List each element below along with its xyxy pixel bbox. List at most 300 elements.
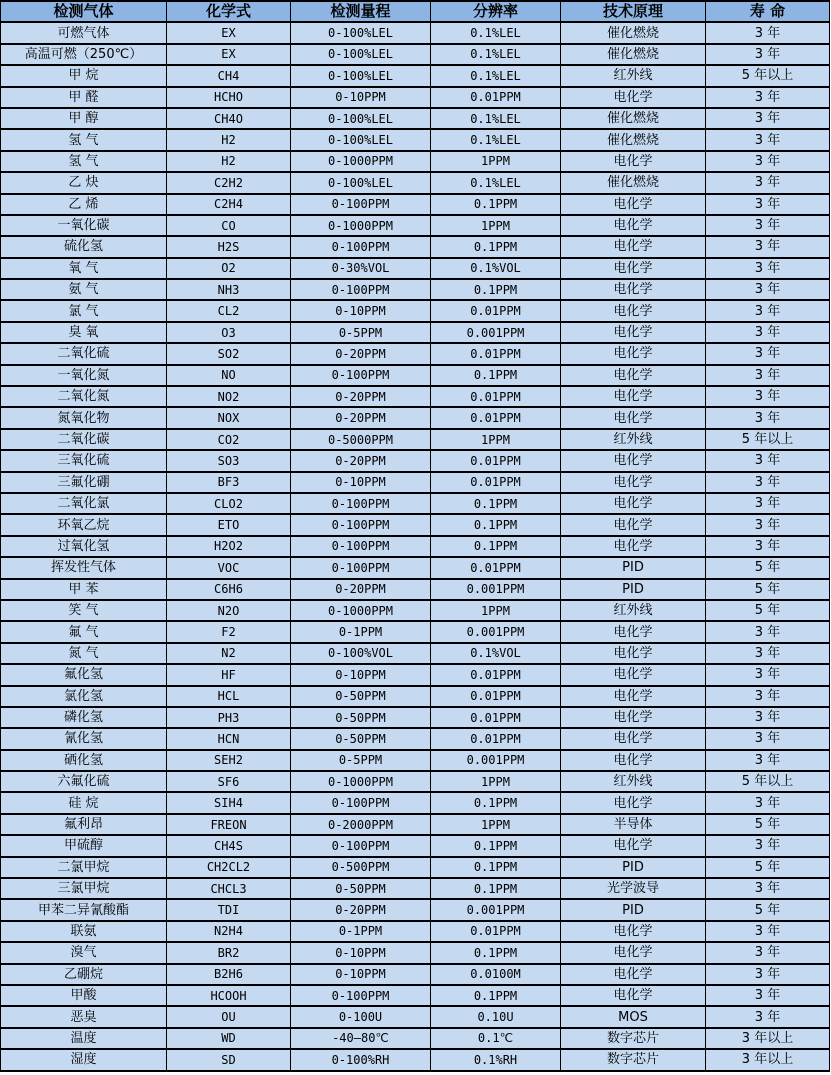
table-row (1, 964, 830, 985)
table-row (1, 514, 830, 535)
principle-cell: 催化燃烧 (561, 108, 706, 129)
resolution-cell: 0.1PPM (431, 878, 561, 899)
gas-name-cell: 氢 气 (1, 151, 167, 172)
formula-cell: NH3 (167, 279, 291, 300)
range-cell: 0-100PPM (291, 194, 431, 215)
principle-cell: 电化学 (561, 258, 706, 279)
table-row (1, 643, 830, 664)
formula-cell: HCL (167, 686, 291, 707)
range-cell: 0-100%LEL (291, 172, 431, 193)
table-row (1, 921, 830, 942)
principle-cell: 半导体 (561, 814, 706, 835)
range-cell: 0-1000PPM (291, 151, 431, 172)
range-cell: 0-100PPM (291, 536, 431, 557)
table-body (1, 22, 830, 1070)
table-row (1, 300, 830, 321)
principle-cell: 电化学 (561, 728, 706, 749)
resolution-cell: 0.1PPM (431, 279, 561, 300)
formula-cell: CO (167, 215, 291, 236)
table-row (1, 664, 830, 685)
gas-name-cell: 甲 醇 (1, 108, 167, 129)
gas-name-cell: 氰化氢 (1, 728, 167, 749)
gas-name-cell: 三氯甲烷 (1, 878, 167, 899)
gas-name-cell: 甲酸 (1, 985, 167, 1006)
formula-cell: C2H2 (167, 172, 291, 193)
principle-cell: 数字芯片 (561, 1028, 706, 1049)
resolution-cell: 1PPM (431, 151, 561, 172)
resolution-cell: 0.1PPM (431, 536, 561, 557)
formula-cell: O3 (167, 322, 291, 343)
principle-cell: 电化学 (561, 985, 706, 1006)
table-row (1, 814, 830, 835)
principle-cell: PID (561, 857, 706, 878)
principle-cell: 电化学 (561, 151, 706, 172)
lifespan-cell: 3 年 (706, 686, 830, 707)
formula-cell: H2 (167, 151, 291, 172)
range-cell: 0-20PPM (291, 386, 431, 407)
range-cell: 0-30%VOL (291, 258, 431, 279)
lifespan-cell: 3 年 (706, 172, 830, 193)
range-cell: 0-100%RH (291, 1049, 431, 1070)
formula-cell: CL2 (167, 300, 291, 321)
table-row (1, 600, 830, 621)
formula-cell: ETO (167, 514, 291, 535)
formula-cell: CLO2 (167, 493, 291, 514)
resolution-cell: 0.1%RH (431, 1049, 561, 1070)
column-header-principle: 技术原理 (561, 1, 706, 22)
lifespan-cell: 3 年以上 (706, 1049, 830, 1070)
formula-cell: NO2 (167, 386, 291, 407)
table-row (1, 172, 830, 193)
resolution-cell: 0.01PPM (431, 557, 561, 578)
principle-cell: 电化学 (561, 942, 706, 963)
range-cell: 0-100%LEL (291, 44, 431, 65)
resolution-cell: 0.1%LEL (431, 65, 561, 86)
gas-name-cell: 甲 烷 (1, 65, 167, 86)
table-row (1, 87, 830, 108)
principle-cell: 电化学 (561, 964, 706, 985)
range-cell: 0-100%VOL (291, 643, 431, 664)
formula-cell: CH4O (167, 108, 291, 129)
resolution-cell: 0.01PPM (431, 664, 561, 685)
table-row (1, 792, 830, 813)
principle-cell: 电化学 (561, 621, 706, 642)
range-cell: 0-20PPM (291, 579, 431, 600)
table-row (1, 857, 830, 878)
range-cell: 0-1PPM (291, 621, 431, 642)
range-cell: 0-10PPM (291, 964, 431, 985)
gas-name-cell: 硫化氢 (1, 236, 167, 257)
gas-name-cell: 乙硼烷 (1, 964, 167, 985)
principle-cell: 电化学 (561, 664, 706, 685)
gas-name-cell: 甲 苯 (1, 579, 167, 600)
formula-cell: H2S (167, 236, 291, 257)
gas-name-cell: 温度 (1, 1028, 167, 1049)
table-row (1, 22, 830, 43)
principle-cell: 电化学 (561, 407, 706, 428)
table-row (1, 236, 830, 257)
principle-cell: 电化学 (561, 236, 706, 257)
range-cell: 0-10PPM (291, 472, 431, 493)
lifespan-cell: 3 年以上 (706, 1028, 830, 1049)
table-row (1, 44, 830, 65)
gas-name-cell: 笑 气 (1, 600, 167, 621)
table-row (1, 65, 830, 86)
resolution-cell: 0.01PPM (431, 707, 561, 728)
gas-name-cell: 湿度 (1, 1049, 167, 1070)
range-cell: 0-50PPM (291, 728, 431, 749)
gas-name-cell: 乙 炔 (1, 172, 167, 193)
range-cell: 0-5PPM (291, 322, 431, 343)
resolution-cell: 1PPM (431, 600, 561, 621)
principle-cell: 电化学 (561, 386, 706, 407)
formula-cell: C2H4 (167, 194, 291, 215)
resolution-cell: 0.1PPM (431, 236, 561, 257)
formula-cell: NOX (167, 407, 291, 428)
formula-cell: HF (167, 664, 291, 685)
formula-cell: BF3 (167, 472, 291, 493)
gas-name-cell: 氢 气 (1, 129, 167, 150)
lifespan-cell: 3 年 (706, 407, 830, 428)
lifespan-cell: 3 年 (706, 44, 830, 65)
resolution-cell: 0.0100M (431, 964, 561, 985)
principle-cell: 红外线 (561, 771, 706, 792)
principle-cell: 电化学 (561, 279, 706, 300)
resolution-cell: 0.001PPM (431, 579, 561, 600)
formula-cell: CH4 (167, 65, 291, 86)
resolution-cell: 1PPM (431, 771, 561, 792)
principle-cell: 电化学 (561, 750, 706, 771)
range-cell: 0-100U (291, 1006, 431, 1027)
table-row (1, 557, 830, 578)
resolution-cell: 0.1%LEL (431, 108, 561, 129)
lifespan-cell: 5 年 (706, 600, 830, 621)
range-cell: 0-100%LEL (291, 108, 431, 129)
principle-cell: 电化学 (561, 707, 706, 728)
formula-cell: SO2 (167, 343, 291, 364)
table-row (1, 365, 830, 386)
principle-cell: 催化燃烧 (561, 129, 706, 150)
range-cell: 0-20PPM (291, 343, 431, 364)
principle-cell: 电化学 (561, 322, 706, 343)
gas-name-cell: 一氧化氮 (1, 365, 167, 386)
range-cell: 0-50PPM (291, 878, 431, 899)
formula-cell: HCN (167, 728, 291, 749)
range-cell: 0-20PPM (291, 899, 431, 920)
principle-cell: 电化学 (561, 343, 706, 364)
table-row (1, 129, 830, 150)
lifespan-cell: 3 年 (706, 536, 830, 557)
range-cell: 0-100PPM (291, 514, 431, 535)
principle-cell: 红外线 (561, 429, 706, 450)
range-cell: 0-1000PPM (291, 600, 431, 621)
principle-cell: 催化燃烧 (561, 22, 706, 43)
principle-cell: 催化燃烧 (561, 172, 706, 193)
formula-cell: N2H4 (167, 921, 291, 942)
table-row (1, 386, 830, 407)
lifespan-cell: 3 年 (706, 450, 830, 471)
lifespan-cell: 3 年 (706, 921, 830, 942)
principle-cell: MOS (561, 1006, 706, 1027)
principle-cell: 电化学 (561, 686, 706, 707)
range-cell: 0-50PPM (291, 707, 431, 728)
table-row (1, 942, 830, 963)
gas-name-cell: 硅 烷 (1, 792, 167, 813)
formula-cell: PH3 (167, 707, 291, 728)
formula-cell: N2 (167, 643, 291, 664)
formula-cell: O2 (167, 258, 291, 279)
formula-cell: C6H6 (167, 579, 291, 600)
principle-cell: 电化学 (561, 536, 706, 557)
principle-cell: PID (561, 899, 706, 920)
principle-cell: 电化学 (561, 643, 706, 664)
formula-cell: CO2 (167, 429, 291, 450)
gas-name-cell: 二氧化碳 (1, 429, 167, 450)
lifespan-cell: 3 年 (706, 322, 830, 343)
range-cell: 0-100%LEL (291, 22, 431, 43)
lifespan-cell: 3 年 (706, 728, 830, 749)
range-cell: -40—80℃ (291, 1028, 431, 1049)
table-row (1, 450, 830, 471)
range-cell: 0-20PPM (291, 450, 431, 471)
principle-cell: 电化学 (561, 514, 706, 535)
range-cell: 0-20PPM (291, 407, 431, 428)
gas-name-cell: 可燃气体 (1, 22, 167, 43)
table-row (1, 407, 830, 428)
table-row (1, 151, 830, 172)
gas-name-cell: 氧 气 (1, 258, 167, 279)
gas-name-cell: 氮氧化物 (1, 407, 167, 428)
table-row (1, 279, 830, 300)
table-row (1, 878, 830, 899)
column-header-range: 检测量程 (291, 1, 431, 22)
resolution-cell: 1PPM (431, 814, 561, 835)
gas-name-cell: 硒化氢 (1, 750, 167, 771)
gas-name-cell: 挥发性气体 (1, 557, 167, 578)
lifespan-cell: 3 年 (706, 942, 830, 963)
principle-cell: 催化燃烧 (561, 44, 706, 65)
range-cell: 0-100PPM (291, 365, 431, 386)
principle-cell: 数字芯片 (561, 1049, 706, 1070)
gas-name-cell: 二氧化氮 (1, 386, 167, 407)
gas-name-cell: 三氧化硫 (1, 450, 167, 471)
formula-cell: CHCL3 (167, 878, 291, 899)
table-row (1, 108, 830, 129)
table-row (1, 194, 830, 215)
resolution-cell: 0.1PPM (431, 514, 561, 535)
formula-cell: HCOOH (167, 985, 291, 1006)
table-header (1, 1, 830, 22)
range-cell: 0-10PPM (291, 942, 431, 963)
range-cell: 0-10PPM (291, 87, 431, 108)
gas-name-cell: 过氧化氢 (1, 536, 167, 557)
principle-cell: 电化学 (561, 921, 706, 942)
resolution-cell: 0.1%LEL (431, 172, 561, 193)
resolution-cell: 0.1PPM (431, 835, 561, 856)
gas-name-cell: 氟利昂 (1, 814, 167, 835)
formula-cell: VOC (167, 557, 291, 578)
resolution-cell: 0.1PPM (431, 365, 561, 386)
resolution-cell: 0.01PPM (431, 407, 561, 428)
range-cell: 0-100PPM (291, 279, 431, 300)
table-row (1, 215, 830, 236)
lifespan-cell: 3 年 (706, 643, 830, 664)
lifespan-cell: 5 年 (706, 579, 830, 600)
range-cell: 0-100PPM (291, 557, 431, 578)
lifespan-cell: 3 年 (706, 750, 830, 771)
formula-cell: EX (167, 22, 291, 43)
lifespan-cell: 5 年 (706, 814, 830, 835)
lifespan-cell: 3 年 (706, 151, 830, 172)
lifespan-cell: 5 年 (706, 899, 830, 920)
formula-cell: OU (167, 1006, 291, 1027)
column-header-gas-name: 检测气体 (1, 1, 167, 22)
range-cell: 0-100%LEL (291, 129, 431, 150)
table-row (1, 707, 830, 728)
resolution-cell: 0.001PPM (431, 899, 561, 920)
formula-cell: CH4S (167, 835, 291, 856)
table-row (1, 429, 830, 450)
gas-name-cell: 二氯甲烷 (1, 857, 167, 878)
gas-name-cell: 甲硫醇 (1, 835, 167, 856)
formula-cell: SIH4 (167, 792, 291, 813)
table-row (1, 322, 830, 343)
resolution-cell: 0.1PPM (431, 493, 561, 514)
range-cell: 0-100PPM (291, 493, 431, 514)
lifespan-cell: 3 年 (706, 878, 830, 899)
resolution-cell: 0.1%VOL (431, 258, 561, 279)
gas-name-cell: 氮 气 (1, 643, 167, 664)
range-cell: 0-100PPM (291, 236, 431, 257)
lifespan-cell: 3 年 (706, 22, 830, 43)
lifespan-cell: 3 年 (706, 985, 830, 1006)
column-header-formula: 化学式 (167, 1, 291, 22)
formula-cell: EX (167, 44, 291, 65)
principle-cell: 电化学 (561, 792, 706, 813)
resolution-cell: 0.1℃ (431, 1028, 561, 1049)
gas-name-cell: 氯 气 (1, 300, 167, 321)
formula-cell: B2H6 (167, 964, 291, 985)
gas-name-cell: 二氧化硫 (1, 343, 167, 364)
table-row (1, 579, 830, 600)
lifespan-cell: 3 年 (706, 129, 830, 150)
table-row (1, 493, 830, 514)
resolution-cell: 0.1PPM (431, 857, 561, 878)
gas-name-cell: 氟化氢 (1, 664, 167, 685)
resolution-cell: 0.01PPM (431, 386, 561, 407)
formula-cell: SO3 (167, 450, 291, 471)
formula-cell: H2 (167, 129, 291, 150)
lifespan-cell: 3 年 (706, 279, 830, 300)
range-cell: 0-10PPM (291, 664, 431, 685)
lifespan-cell: 3 年 (706, 664, 830, 685)
range-cell: 0-100PPM (291, 835, 431, 856)
principle-cell: 电化学 (561, 450, 706, 471)
table-row (1, 1006, 830, 1027)
range-cell: 0-2000PPM (291, 814, 431, 835)
gas-name-cell: 一氧化碳 (1, 215, 167, 236)
resolution-cell: 0.01PPM (431, 87, 561, 108)
lifespan-cell: 3 年 (706, 108, 830, 129)
lifespan-cell: 3 年 (706, 621, 830, 642)
resolution-cell: 0.001PPM (431, 621, 561, 642)
principle-cell: 电化学 (561, 87, 706, 108)
range-cell: 0-10PPM (291, 300, 431, 321)
lifespan-cell: 3 年 (706, 1006, 830, 1027)
resolution-cell: 0.1%LEL (431, 129, 561, 150)
principle-cell: 电化学 (561, 835, 706, 856)
resolution-cell: 0.1PPM (431, 985, 561, 1006)
principle-cell: 电化学 (561, 194, 706, 215)
gas-name-cell: 二氧化氯 (1, 493, 167, 514)
formula-cell: SF6 (167, 771, 291, 792)
resolution-cell: 0.01PPM (431, 728, 561, 749)
formula-cell: N2O (167, 600, 291, 621)
principle-cell: 电化学 (561, 365, 706, 386)
resolution-cell: 0.1%VOL (431, 643, 561, 664)
table-row (1, 985, 830, 1006)
table-row (1, 258, 830, 279)
principle-cell: 红外线 (561, 600, 706, 621)
table-row (1, 621, 830, 642)
resolution-cell: 0.01PPM (431, 686, 561, 707)
range-cell: 0-1000PPM (291, 215, 431, 236)
lifespan-cell: 3 年 (706, 835, 830, 856)
principle-cell: 电化学 (561, 493, 706, 514)
lifespan-cell: 5 年以上 (706, 429, 830, 450)
principle-cell: 电化学 (561, 472, 706, 493)
formula-cell: CH2CL2 (167, 857, 291, 878)
lifespan-cell: 5 年以上 (706, 771, 830, 792)
range-cell: 0-100%LEL (291, 65, 431, 86)
gas-name-cell: 高温可燃（250℃） (1, 44, 167, 65)
gas-name-cell: 甲 醛 (1, 87, 167, 108)
table-row (1, 343, 830, 364)
gas-name-cell: 磷化氢 (1, 707, 167, 728)
gas-name-cell: 环氧乙烷 (1, 514, 167, 535)
lifespan-cell: 5 年 (706, 857, 830, 878)
resolution-cell: 0.01PPM (431, 472, 561, 493)
table-row (1, 728, 830, 749)
range-cell: 0-100PPM (291, 792, 431, 813)
lifespan-cell: 5 年以上 (706, 65, 830, 86)
table-row (1, 536, 830, 557)
formula-cell: NO (167, 365, 291, 386)
resolution-cell: 0.01PPM (431, 300, 561, 321)
gas-name-cell: 恶臭 (1, 1006, 167, 1027)
principle-cell: PID (561, 557, 706, 578)
range-cell: 0-50PPM (291, 686, 431, 707)
range-cell: 0-5000PPM (291, 429, 431, 450)
table-row (1, 686, 830, 707)
gas-name-cell: 联氨 (1, 921, 167, 942)
resolution-cell: 0.01PPM (431, 450, 561, 471)
range-cell: 0-5PPM (291, 750, 431, 771)
gas-name-cell: 乙 烯 (1, 194, 167, 215)
resolution-cell: 1PPM (431, 429, 561, 450)
lifespan-cell: 3 年 (706, 493, 830, 514)
formula-cell: SEH2 (167, 750, 291, 771)
header-row (1, 1, 830, 22)
principle-cell: 电化学 (561, 215, 706, 236)
lifespan-cell: 5 年 (706, 557, 830, 578)
lifespan-cell: 3 年 (706, 514, 830, 535)
resolution-cell: 0.01PPM (431, 343, 561, 364)
resolution-cell: 0.001PPM (431, 750, 561, 771)
formula-cell: SD (167, 1049, 291, 1070)
table-row (1, 750, 830, 771)
formula-cell: FREON (167, 814, 291, 835)
